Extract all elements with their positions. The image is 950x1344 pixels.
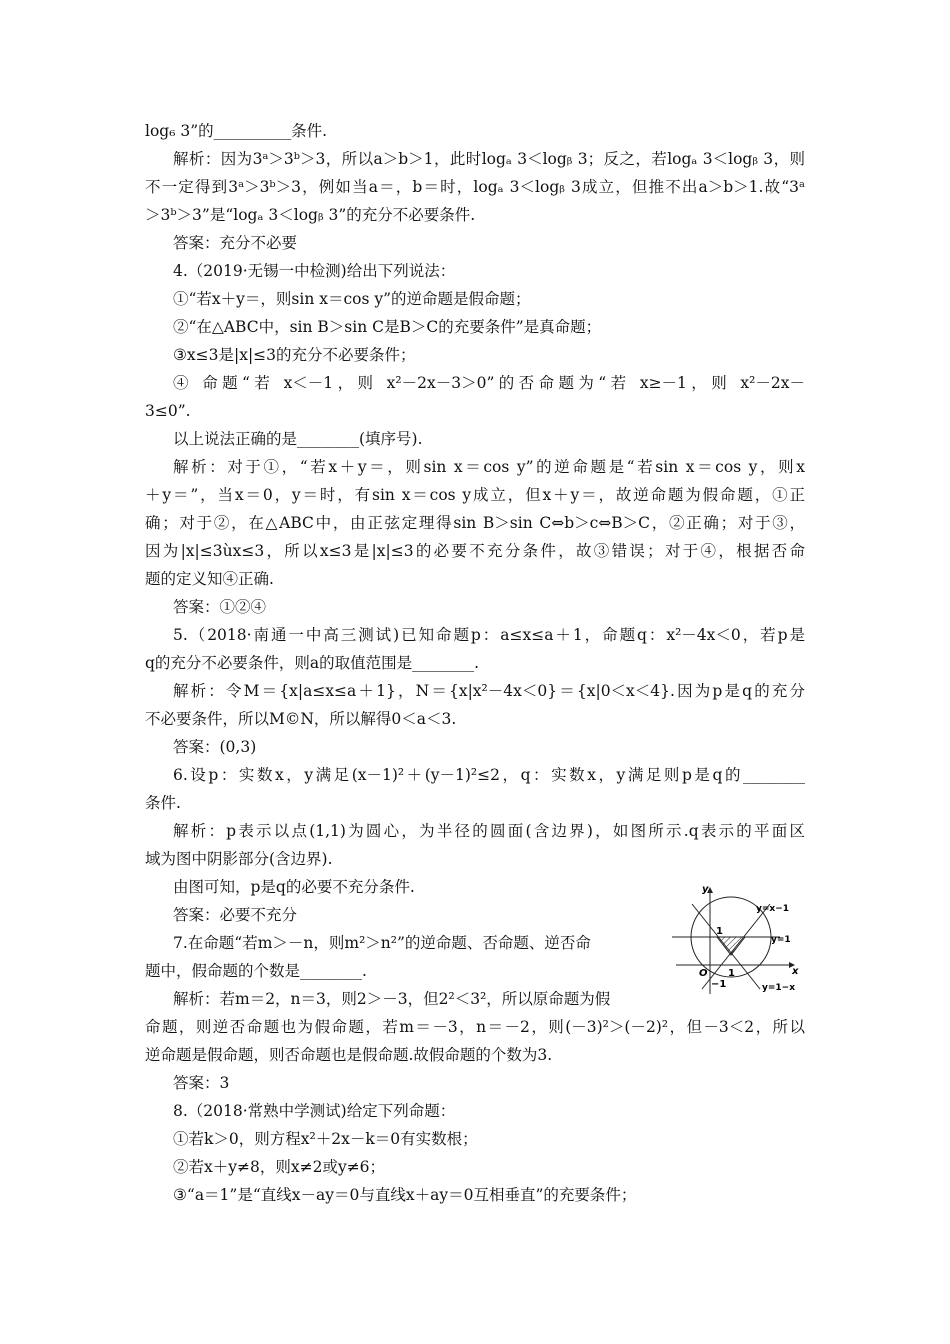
- text-line: ①若k＞0，则方程x²＋2x－k＝0有实数根；: [173, 1130, 478, 1148]
- question-heading: 4.（2019·无锡一中检测)给出下列说法：: [173, 262, 456, 280]
- answer-line: 答案：必要不充分: [173, 906, 298, 924]
- axis-label-y: y: [702, 884, 709, 895]
- text-line: ③“a＝1”是“直线x－ay＝0与直线x＋ay＝0互相垂直”的充要条件；: [173, 1186, 637, 1204]
- label-y-equals-x-minus-1: y=x−1: [756, 904, 790, 914]
- question-heading: 6.设p：实数x，y满足(x－1)²＋(y－1)²≤2，q：实数x，y满足则p是q的________: [173, 766, 805, 784]
- text-line: 以上说法正确的是________(填序号).: [173, 430, 423, 448]
- answer-line: 答案：(0,3): [173, 738, 257, 756]
- text-line: 解析：对于①，“若x＋y＝，则sin x＝cos y”的逆命题是“若sin x＝cos y，则x: [173, 458, 805, 476]
- text-line: ＞3ᵇ＞3”是“logₐ 3＜logᵦ 3”的充分不必要条件.: [145, 206, 476, 224]
- text-line: ＋y＝”，当x＝0，y＝时，有sin x＝cos y成立，但x＋y＝，故逆命题为假命题，①正: [145, 486, 805, 504]
- text-line: 解析：令M＝{x|a≤x≤a＋1}，N＝{x|x²－4x＜0}＝{x|0＜x＜4}.因为p是q的充分: [173, 682, 805, 700]
- text-line: 题的定义知④正确.: [145, 570, 274, 588]
- answer-line: 答案：①②④: [173, 598, 267, 616]
- question-heading: 7.在命题“若m＞－n，则m²＞n²”的逆命题、否命题、逆否命: [173, 934, 591, 952]
- text-line: 由图可知，p是q的必要不充分条件.: [173, 878, 415, 896]
- text-line: 条件.: [145, 794, 181, 812]
- tick-label-neg1: −1: [711, 979, 727, 990]
- axis-label-x: x: [792, 966, 799, 977]
- answer-line: 答案：充分不必要: [173, 234, 298, 252]
- text-line: ④ 命题“若 x＜－1，则 x²－2x－3＞0”的否命题为“若 x≥－1，则 x²－2x－: [173, 374, 805, 392]
- text-line: 不一定得到3ᵃ＞3ᵇ＞3，例如当a＝，b＝时，logₐ 3＜logᵦ 3成立，但推不出a＞b＞1.故“3ᵃ: [145, 178, 805, 196]
- question-heading: 8.（2018·常熟中学测试)给定下列命题：: [173, 1102, 456, 1120]
- text-line: 不必要条件，所以M©N，所以解得0＜a＜3.: [145, 710, 457, 728]
- text-line: ③x≤3是|x|≤3的充分不必要条件；: [173, 346, 416, 364]
- text-line: 解析：若m＝2，n＝3，则2＞－3，但2²＜3²，所以原命题为假: [173, 990, 611, 1008]
- text-line: 题中，假命题的个数是________.: [145, 962, 367, 980]
- circle-region-figure: [672, 882, 804, 1000]
- text-line: 因为|x|≤3ùx≤3，所以x≤3是|x|≤3的必要不充分条件，故③错误；对于④，根据否命: [145, 542, 805, 560]
- tick-label-1-x: 1: [728, 968, 735, 979]
- text-line: 解析：因为3ᵃ＞3ᵇ＞3，所以a＞b＞1，此时logₐ 3＜logᵦ 3；反之，若logₐ 3＜logᵦ 3，则: [173, 150, 805, 168]
- text-line: ②若x＋y≠8，则x≠2或y≠6；: [173, 1158, 386, 1176]
- tick-label-1: 1: [716, 926, 723, 937]
- text-line: 逆命题是假命题，则否命题也是假命题.故假命题的个数为3.: [145, 1046, 553, 1064]
- text-line: q的充分不必要条件，则a的取值范围是________.: [145, 654, 480, 672]
- text-line: 命题，则逆否命题也为假命题，若m＝－3，n＝－2，则(－3)²＞(－2)²，但－3＜2，所以: [145, 1018, 805, 1036]
- text-line: 确；对于②，在△ABC中，由正弦定理得sin B＞sin C⇔b＞c⇔B＞C，②正确；对于③，: [145, 514, 805, 532]
- label-y-equals-1: y=1: [771, 935, 791, 945]
- label-y-equals-1-minus-x: y=1−x: [762, 983, 796, 993]
- answer-line: 答案：3: [173, 1074, 230, 1092]
- question-heading: 5.（2018·南通一中高三测试)已知命题p：a≤x≤a＋1，命题q：x²－4x＜0，若p是: [173, 626, 805, 644]
- origin-label: O: [699, 968, 708, 979]
- text-line: log₆ 3”的__________条件.: [145, 122, 328, 140]
- text-line: ②“在△ABC中，sin B＞sin C是B＞C的充要条件”是真命题；: [173, 318, 602, 336]
- text-line: 解析：p表示以点(1,1)为圆心，为半径的圆面(含边界)，如图所示.q表示的平面区: [173, 822, 805, 840]
- text-line: 3≤0”.: [145, 402, 191, 420]
- text-line: ①“若x＋y＝，则sin x＝cos y”的逆命题是假命题；: [173, 290, 531, 308]
- text-line: 域为图中阴影部分(含边界).: [145, 850, 333, 868]
